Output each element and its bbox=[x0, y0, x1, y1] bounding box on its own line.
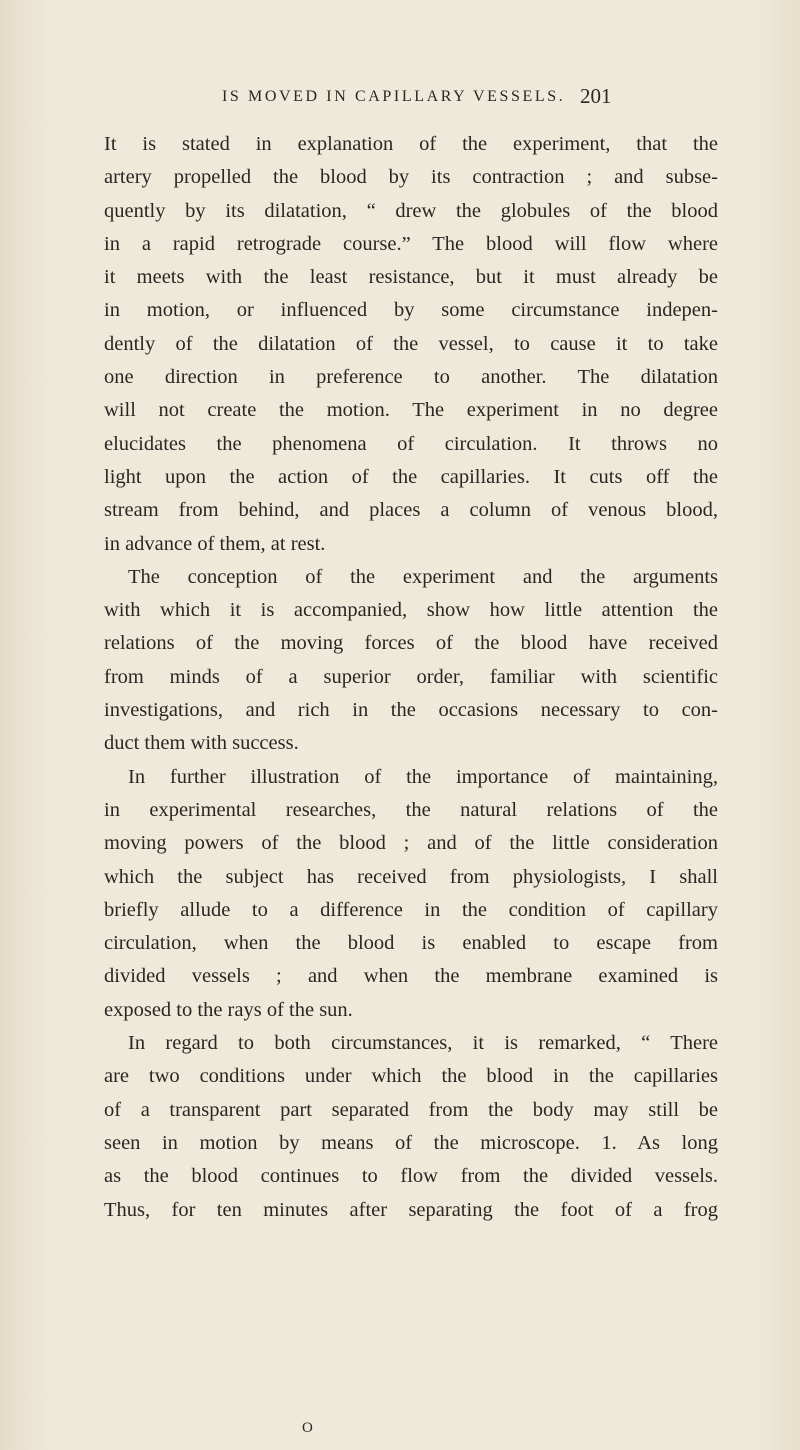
text-line: circulation, when the blood is enabled to escape from bbox=[104, 932, 718, 955]
running-head bbox=[0, 84, 800, 116]
paragraph-last-line: duct them with success. bbox=[104, 732, 299, 755]
text-line: artery propelled the blood by its contraction ; and subse- bbox=[104, 166, 718, 189]
text-line: dently of the dilatation of the vessel, to cause it to take bbox=[104, 332, 718, 355]
text-line: in a rapid retrograde course.” The blood will flow where bbox=[104, 232, 718, 255]
text-line: elucidates the phenomena of circulation. It throws no bbox=[104, 432, 718, 455]
text-line: of a transparent part separated from the body may still be bbox=[104, 1098, 718, 1121]
text-line: it meets with the least resistance, but it must already be bbox=[104, 266, 718, 289]
text-line: with which it is accompanied, show how little attention the bbox=[104, 599, 718, 622]
text-line: will not create the motion. The experiment in no degree bbox=[104, 399, 718, 422]
text-line: investigations, and rich in the occasions necessary to con- bbox=[104, 699, 718, 722]
paragraph-last-line: exposed to the rays of the sun. bbox=[104, 998, 353, 1021]
text-line: relations of the moving forces of the blood have received bbox=[104, 632, 718, 655]
text-line: divided vessels ; and when the membrane examined is bbox=[104, 965, 718, 988]
text-line: as the blood continues to flow from the divided vessels. bbox=[104, 1165, 718, 1188]
signature-mark: O bbox=[302, 1420, 313, 1436]
text-line: light upon the action of the capillaries. It cuts off the bbox=[104, 465, 718, 488]
text-line: briefly allude to a difference in the condition of capillary bbox=[104, 898, 718, 921]
paragraph-last-line: in advance of them, at rest. bbox=[104, 532, 326, 555]
body-text bbox=[104, 128, 718, 1227]
text-line: It is stated in explanation of the experiment, that the bbox=[104, 133, 718, 155]
text-line: in motion, or influenced by some circumstance indepen- bbox=[104, 299, 718, 322]
text-line: quently by its dilatation, “ drew the globules of the blood bbox=[104, 199, 718, 222]
text-line: moving powers of the blood ; and of the little consideration bbox=[104, 832, 718, 855]
paragraph-first-line: In further illustration of the importance of maintaining, bbox=[128, 765, 718, 788]
text-line: one direction in preference to another. The dilatation bbox=[104, 366, 718, 389]
text-line: Thus, for ten minutes after separating the foot of a frog bbox=[104, 1198, 718, 1221]
paragraph-first-line: The conception of the experiment and the arguments bbox=[128, 565, 718, 588]
text-line: which the subject has received from physiologists, I shall bbox=[104, 865, 718, 888]
text-line: in experimental researches, the natural relations of the bbox=[104, 798, 718, 821]
text-line: stream from behind, and places a column of venous blood, bbox=[104, 499, 718, 522]
running-title: IS MOVED IN CAPILLARY VESSELS. bbox=[222, 88, 566, 105]
paragraph-first-line: In regard to both circumstances, it is remarked, “ There bbox=[128, 1032, 718, 1055]
page-number: 201 bbox=[580, 84, 612, 108]
text-line: from minds of a superior order, familiar with scientific bbox=[104, 665, 718, 688]
text-line: seen in motion by means of the microscope. 1. As long bbox=[104, 1131, 718, 1154]
text-line: are two conditions under which the blood in the capillaries bbox=[104, 1065, 718, 1088]
